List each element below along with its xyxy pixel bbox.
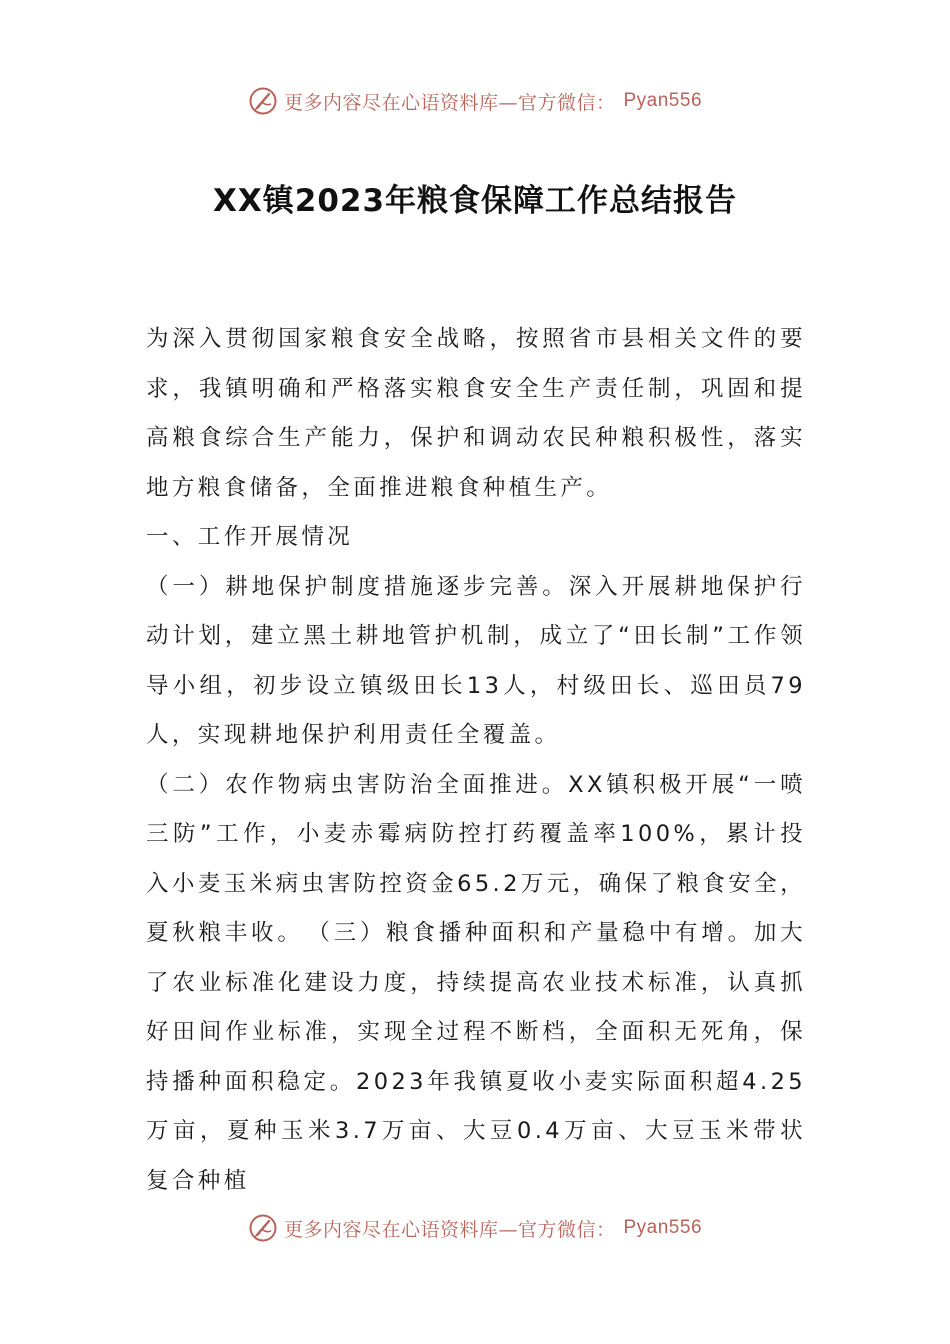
paragraph-pest-control: （二）农作物病虫害防治全面推进。XX镇积极开展“一喷三防”工作，小麦赤霉病防控打药覆盖率100%，累计投入小麦玉米病虫害防控资金65.2万元，确保了粮食安全，夏秋粮丰收。 （三）粮食播种面积和产量稳中有增。加大了农业标准化建设力度，持续提高农业技术标准，认真抓好田间作业标准，实现全过程不断档，全面积无死角，保持播种面积稳定。2023年我镇夏收小麦实际面积超4.25万亩，夏种玉米3.7万亩、大豆0.4万亩、大豆玉米带状复合种植 bbox=[146, 771, 806, 1194]
quill-logo-icon bbox=[248, 86, 278, 116]
header-watermark bbox=[0, 86, 950, 116]
paragraph-farmland: （一）耕地保护制度措施逐步完善。深入开展耕地保护行动计划，建立黑土耕地管护机制，成立了“田长制”工作领导小组，初步设立镇级田长13人，村级田长、巡田员79人，实现耕地保护利用责任全覆盖。 bbox=[146, 573, 806, 748]
section-heading: 一、工作开展情况 bbox=[146, 524, 354, 550]
watermark-handle: Pyan556 bbox=[623, 90, 703, 111]
footer-watermark bbox=[0, 1213, 950, 1243]
watermark-text: 更多内容尽在心语资料库—官方微信： bbox=[283, 1218, 616, 1241]
document-title: XX镇2023年粮食保障工作总结报告 bbox=[212, 183, 738, 219]
watermark-text: 更多内容尽在心语资料库—官方微信： bbox=[283, 91, 616, 114]
paragraph-intro: 为深入贯彻国家粮食安全战略，按照省市县相关文件的要求，我镇明确和严格落实粮食安全生产责任制，巩固和提高粮食综合生产能力，保护和调动农民种粮积极性，落实地方粮食储备，全面推进粮食种植生产。 bbox=[146, 326, 806, 501]
quill-logo-icon bbox=[248, 1213, 278, 1243]
document-body bbox=[146, 315, 806, 1206]
watermark-handle: Pyan556 bbox=[623, 1217, 703, 1238]
